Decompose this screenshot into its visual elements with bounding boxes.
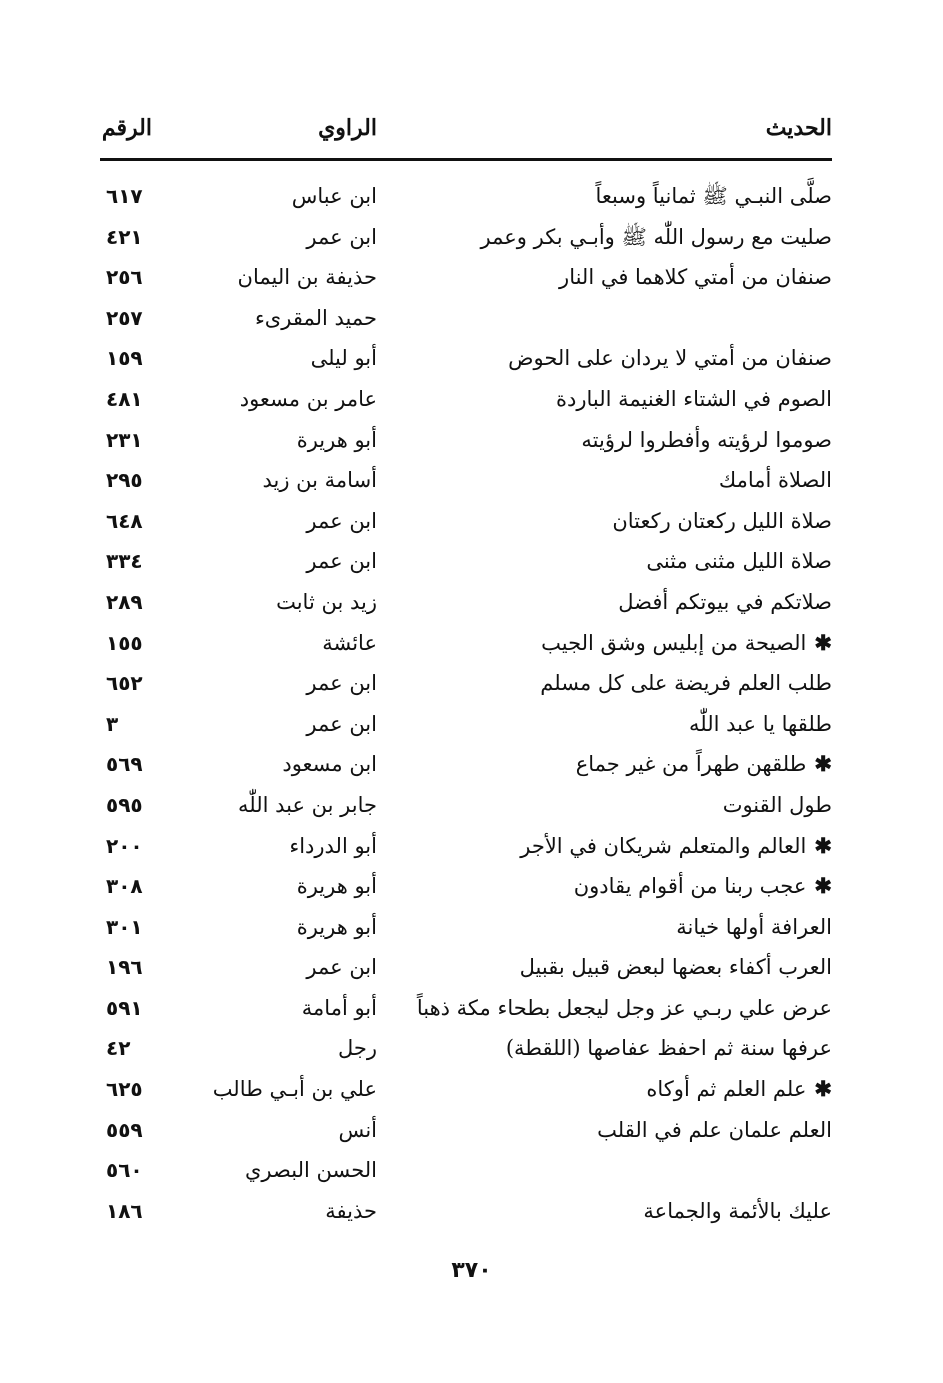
hadith-number (100, 623, 166, 664)
narrator-name: ابن عمر (306, 955, 377, 980)
hadith-text-content: الصوم في الشتاء الغنيمة الباردة (555, 386, 832, 411)
narrator-name: أبو هريرة (296, 427, 377, 452)
narrator-name: حذيفة بن اليمان (237, 265, 377, 290)
hadith-number (100, 1150, 166, 1191)
hadith-text (412, 663, 832, 704)
hadith-text (412, 541, 832, 582)
hadith-number (100, 663, 166, 704)
hadith-text (412, 1069, 832, 1110)
hadith-number-value: ١٨٦ (106, 1198, 143, 1223)
hadith-number-value: ٣ (106, 711, 119, 736)
hadith-text (412, 298, 832, 339)
hadith-text (412, 379, 832, 420)
hadith-text-content: عرفها سنة ثم احفظ عفاصها (اللقطة) (505, 1036, 832, 1061)
hadith-text-content: طلب العلم فريضة على كل مسلم (540, 671, 832, 696)
hadith-number (100, 1069, 166, 1110)
hadith-text (412, 420, 832, 461)
hadith-number (100, 541, 166, 582)
narrator-name: حذيفة (325, 1198, 377, 1223)
hadith-number (100, 338, 166, 379)
table-row (100, 1069, 832, 1110)
narrator-name: عامر بن مسعود (239, 386, 377, 411)
hadith-number-value: ٣٣٤ (106, 549, 143, 574)
hadith-number-value: ٣٠٨ (106, 874, 143, 899)
table-row (100, 785, 832, 826)
hadith-number (100, 866, 166, 907)
asterisk-mark: ✱ (814, 1076, 832, 1102)
hadith-text-content: عليك بالأئمة والجماعة (643, 1198, 832, 1223)
narrator-name: أبو الدرداء (289, 833, 377, 858)
hadith-text (412, 826, 832, 867)
hadith-number-value: ٦٤٨ (106, 508, 143, 533)
hadith-number (100, 826, 166, 867)
hadith-text (412, 623, 832, 664)
hadith-text-content: عرض علي ربـي عز وجل ليجعل بطحاء مكة ذهباً (416, 995, 832, 1020)
hadith-text (412, 176, 832, 217)
hadith-number-value: ٥٦٩ (106, 752, 143, 777)
hadith-number (100, 379, 166, 420)
hadith-text (412, 217, 832, 258)
table-row (100, 1028, 832, 1069)
hadith-number (100, 420, 166, 461)
hadith-text-content: صوموا لرؤيته وأفطروا لرؤيته (581, 427, 832, 452)
hadith-text (412, 744, 832, 785)
narrator-name: أنس (338, 1117, 377, 1142)
hadith-number (100, 947, 166, 988)
table-row (100, 257, 832, 298)
table-row (100, 866, 832, 907)
hadith-number (100, 217, 166, 258)
table-row (100, 663, 832, 704)
table-row (100, 1110, 832, 1151)
hadith-index-table (100, 176, 832, 1231)
hadith-text-content: صليت مع رسول اللّٰه ﷺ وأبـي بكر وعمر (480, 224, 832, 249)
hadith-number (100, 785, 166, 826)
narrator-name: ابن عمر (306, 224, 377, 249)
hadith-text (412, 988, 832, 1029)
hadith-number-value: ١٩٦ (106, 955, 143, 980)
hadith-number-value: ٤٨١ (106, 386, 143, 411)
hadith-text-content: العرب أكفاء بعضها لبعض قبيل بقبيل (519, 955, 832, 980)
hadith-number-value: ٥٥٩ (106, 1117, 143, 1142)
hadith-text-content: طول القنوت (722, 792, 832, 817)
table-row (100, 704, 832, 745)
hadith-number-value: ٢٣١ (106, 427, 143, 452)
hadith-number-value: ٢٨٩ (106, 589, 143, 614)
hadith-text (412, 1110, 832, 1151)
table-row (100, 947, 832, 988)
table-row (100, 582, 832, 623)
hadith-text (412, 460, 832, 501)
table-row (100, 460, 832, 501)
hadith-number-value: ٢٥٦ (106, 265, 143, 290)
hadith-text (412, 1191, 832, 1232)
hadith-text-content: العلم علمان علم في القلب (597, 1117, 832, 1142)
asterisk-mark: ✱ (814, 751, 832, 777)
narrator-name: ابن عمر (306, 549, 377, 574)
hadith-text (412, 582, 832, 623)
hadith-number (100, 298, 166, 339)
narrator-name: أبو أمامة (301, 995, 377, 1020)
hadith-text-content: طلقها يا عبد اللّٰه (689, 711, 832, 736)
hadith-number (100, 501, 166, 542)
table-row (100, 826, 832, 867)
narrator-name: الحسن البصري (245, 1158, 377, 1183)
hadith-number (100, 988, 166, 1029)
hadith-text-content: الصيحة من إبليس وشق الجيب (541, 630, 807, 655)
hadith-number-value: ٤٢ (106, 1036, 131, 1061)
narrator-name: حميد المقرىء (254, 305, 377, 330)
hadith-number (100, 176, 166, 217)
page-number: ٣٧٠ (451, 1258, 492, 1283)
hadith-text (412, 257, 832, 298)
hadith-number (100, 1191, 166, 1232)
hadith-number-value: ٢٠٠ (106, 833, 143, 858)
table-row (100, 1191, 832, 1232)
header-rule (100, 158, 832, 161)
hadith-text (412, 1150, 832, 1191)
narrator-name: ابن عمر (306, 508, 377, 533)
asterisk-mark: ✱ (814, 629, 832, 655)
header-hadith: الحديث (765, 115, 832, 141)
table-row (100, 298, 832, 339)
hadith-text (412, 907, 832, 948)
hadith-number-value: ٢٥٧ (106, 305, 143, 330)
table-row (100, 541, 832, 582)
hadith-text (412, 866, 832, 907)
table-header (100, 110, 832, 150)
table-row (100, 420, 832, 461)
narrator-name: ابن عباس (291, 184, 377, 208)
table-row (100, 1150, 832, 1191)
hadith-text-content: صلاة الليل مثنى مثنى (646, 549, 832, 574)
narrator-name: رجل (337, 1036, 377, 1061)
table-row (100, 379, 832, 420)
narrator-name: أسامة بن زيد (262, 468, 377, 493)
hadith-text-content: الصلاة أمامك (718, 468, 832, 493)
hadith-number-value: ٥٩١ (106, 995, 143, 1020)
hadith-text-content: صنفان من أمتي كلاهما في النار (559, 265, 832, 290)
table-row (100, 744, 832, 785)
table-row (100, 176, 832, 217)
hadith-text-content: صلاتكم في بيوتكم أفضل (618, 589, 832, 614)
hadith-number-value: ٦٥٢ (106, 671, 143, 696)
hadith-text-content: علم العلم ثم أوكاه (646, 1077, 807, 1102)
table-row (100, 988, 832, 1029)
hadith-text-content: صلَّى النبـي ﷺ ثمانياً وسبعاً (595, 184, 832, 208)
hadith-number-value: ١٥٩ (106, 346, 143, 371)
asterisk-mark: ✱ (814, 873, 832, 899)
narrator-name: أبو هريرة (296, 874, 377, 899)
hadith-number-value: ٢٩٥ (106, 468, 143, 493)
hadith-text (412, 1028, 832, 1069)
hadith-text-content: عجب ربنا من أقوام يقادون (573, 874, 807, 899)
narrator-name: أبو هريرة (296, 914, 377, 939)
hadith-number-value: ٣٠١ (106, 914, 143, 939)
table-row (100, 217, 832, 258)
hadith-text-content: العرافة أولها خيانة (676, 914, 832, 939)
header-narrator: الراوي (318, 115, 377, 141)
hadith-number-value: ٤٢١ (106, 224, 143, 249)
hadith-number (100, 1028, 166, 1069)
hadith-number (100, 460, 166, 501)
hadith-number-value: ٦٢٥ (106, 1077, 143, 1102)
narrator-name: عائشة (322, 630, 377, 655)
hadith-number (100, 582, 166, 623)
hadith-text (412, 704, 832, 745)
hadith-number (100, 704, 166, 745)
hadith-text-content: العالم والمتعلم شريكان في الأجر (520, 833, 807, 858)
narrator-name: زيد بن ثابت (276, 589, 377, 614)
hadith-text (412, 947, 832, 988)
hadith-text (412, 338, 832, 379)
hadith-text (412, 785, 832, 826)
hadith-number (100, 744, 166, 785)
hadith-number-value: ٥٦٠ (106, 1158, 143, 1183)
hadith-text (412, 501, 832, 542)
hadith-number (100, 1110, 166, 1151)
hadith-number (100, 257, 166, 298)
hadith-number-value: ١٥٥ (106, 630, 143, 655)
narrator-name: أبو ليلى (310, 346, 377, 371)
narrator-name: جابر بن عبد اللّٰه (237, 792, 377, 817)
narrator-name: ابن عمر (306, 671, 377, 696)
hadith-number-value: ٥٩٥ (106, 792, 143, 817)
hadith-number-value: ٦١٧ (106, 184, 143, 208)
hadith-text-content: صنفان من أمتي لا يردان على الحوض (508, 346, 832, 371)
hadith-text-content: طلقهن طهراً من غير جماع (575, 752, 807, 777)
narrator-name: ابن عمر (306, 711, 377, 736)
header-number: الرقم (101, 115, 152, 141)
hadith-text-content: صلاة الليل ركعتان ركعتان (612, 508, 832, 533)
table-row (100, 501, 832, 542)
hadith-number (100, 907, 166, 948)
table-row (100, 623, 832, 664)
narrator-name: علي بن أبـي طالب (212, 1077, 377, 1102)
asterisk-mark: ✱ (814, 832, 832, 858)
narrator-name: ابن مسعود (282, 752, 377, 777)
table-row (100, 907, 832, 948)
table-row (100, 338, 832, 379)
